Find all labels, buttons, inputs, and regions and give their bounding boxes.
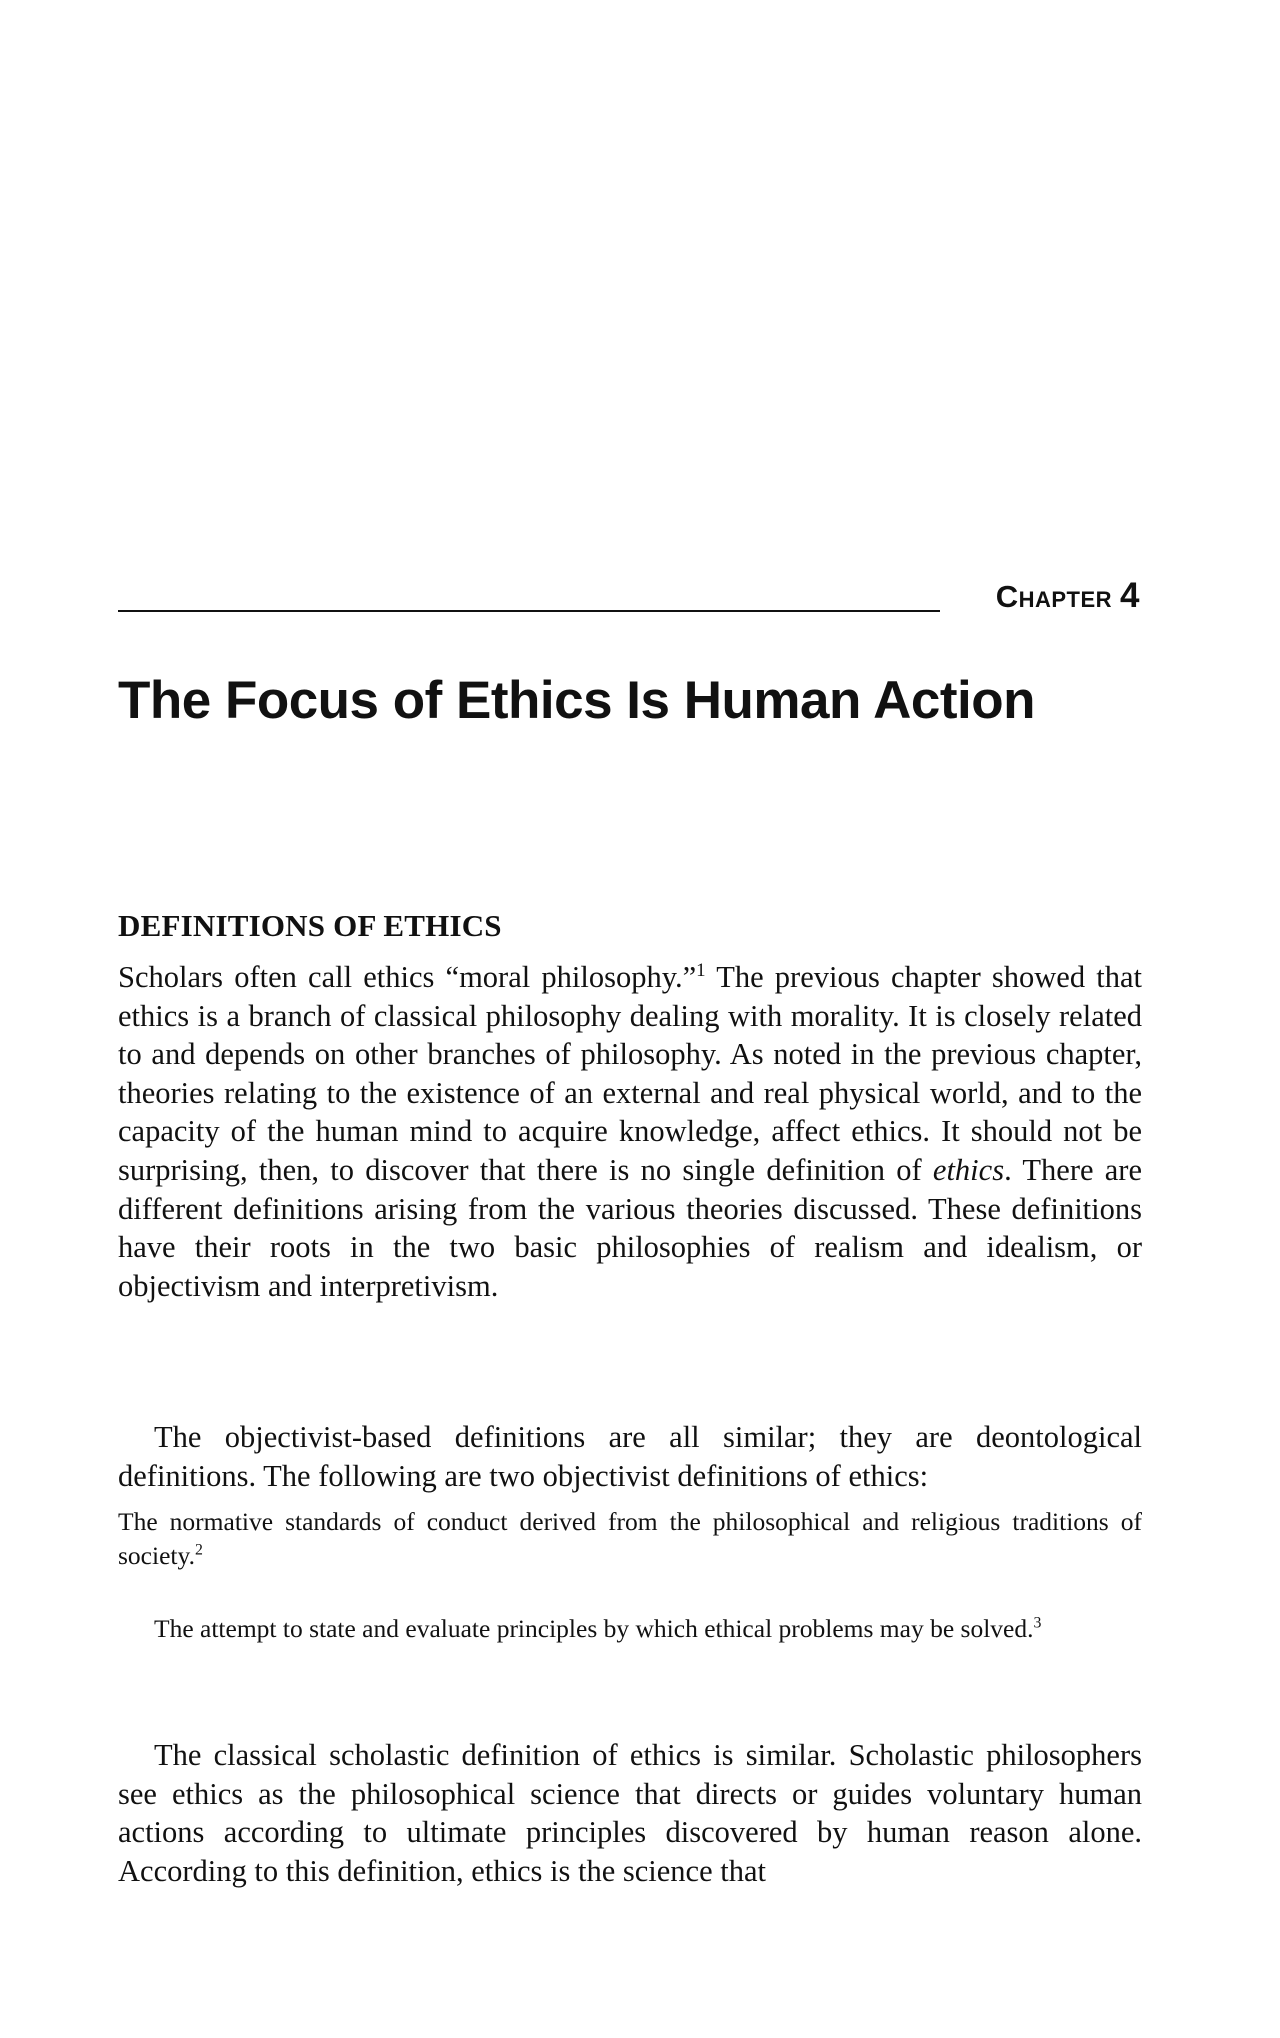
chapter-label <box>996 576 1140 616</box>
block-quote-1 <box>118 1505 1142 1572</box>
quote-text: The normative standards of conduct derived from the philosophical and religious traditions of society. <box>118 1507 1142 1570</box>
body-paragraph-2: The objectivist-based definitions are all similar; they are deontological definitions. The following are two objectivist definitions of ethics: <box>118 1420 1142 1493</box>
quote-text: The attempt to state and evaluate principles by which ethical problems may be solved. <box>154 1614 1034 1643</box>
chapter-number: 4 <box>1120 576 1140 615</box>
paragraph-text: The previous chapter showed that ethics is a branch of classical philosophy dealing with morality. It is closely related to and depends on other branches of philosophy. As noted in the previous chapter, theories relating to the existence of an external and real physical world, and to the capacity of the human mind to acquire knowledge, affect ethics. It should not be surprising, then, to discover that there is no single definition of <box>118 960 1142 1187</box>
paragraph-text: Scholars often call ethics “moral philosophy.” <box>118 960 697 994</box>
body-paragraph-3: The classical scholastic definition of ethics is similar. Scholastic philosophers see ethics as the philosophical science that directs or guides voluntary human actions according to ultimate principles discovered by human reason alone. According to this definition, ethics is the science that <box>118 1738 1142 1888</box>
chapter-header <box>118 576 1140 616</box>
footnote-ref: 2 <box>194 1541 203 1558</box>
footnote-ref: 1 <box>696 959 706 981</box>
footnote-ref: 3 <box>1033 1614 1042 1632</box>
chapter-title: The Focus of Ethics Is Human Action <box>118 671 1035 730</box>
body-paragraph-1 <box>118 958 1142 1305</box>
chapter-word: Chapter <box>995 579 1113 614</box>
section-heading: DEFINITIONS OF ETHICS <box>118 908 502 943</box>
emphasis-term: ethics <box>932 1152 1005 1187</box>
chapter-rule <box>118 610 940 612</box>
block-quote-2 <box>118 1612 1142 1646</box>
paragraph-text: . There are different definitions arising from the various theories discussed. These definitions have their roots in the two basic philosophies of realism and idealism, or objectivism and interpretivism. <box>118 1152 1142 1303</box>
